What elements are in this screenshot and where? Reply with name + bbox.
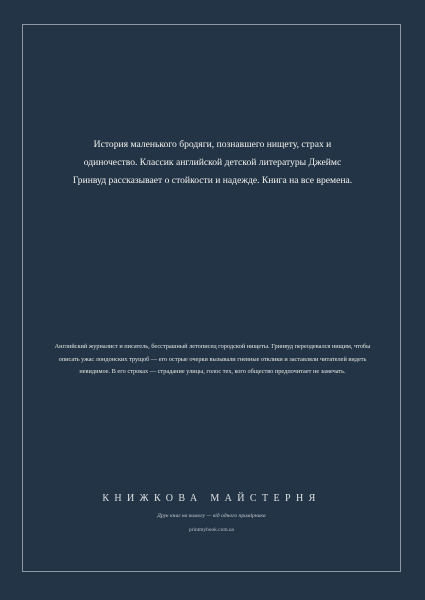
book-blurb: История маленького бродяги, познавшего нищету, страх и одиночество. Классик английской детской литературы Джеймс Гринвуд рассказывает о стойкости и надежде. Книга на все времена. [72, 139, 353, 186]
publisher-tagline: Друк книг на вимогу — від одного примірника [157, 513, 266, 519]
author-description: Английский журналист и писатель, бесстрашный летописец городской нищеты. Гринвуд переодевался нищим, чтобы описать ужас лондонских трущоб — его острые очерки вызывали гневные отклики и заставляли читателей видеть невидимое. В его строках — страдание улицы, голос тех, кого общество предпочитает не замечать. [54, 343, 371, 376]
publisher-website: printmybook.com.ua [189, 527, 234, 533]
decorative-frame [22, 24, 401, 572]
publisher-name: КНИЖКОВА МАЙСТЕРНЯ [102, 493, 321, 504]
